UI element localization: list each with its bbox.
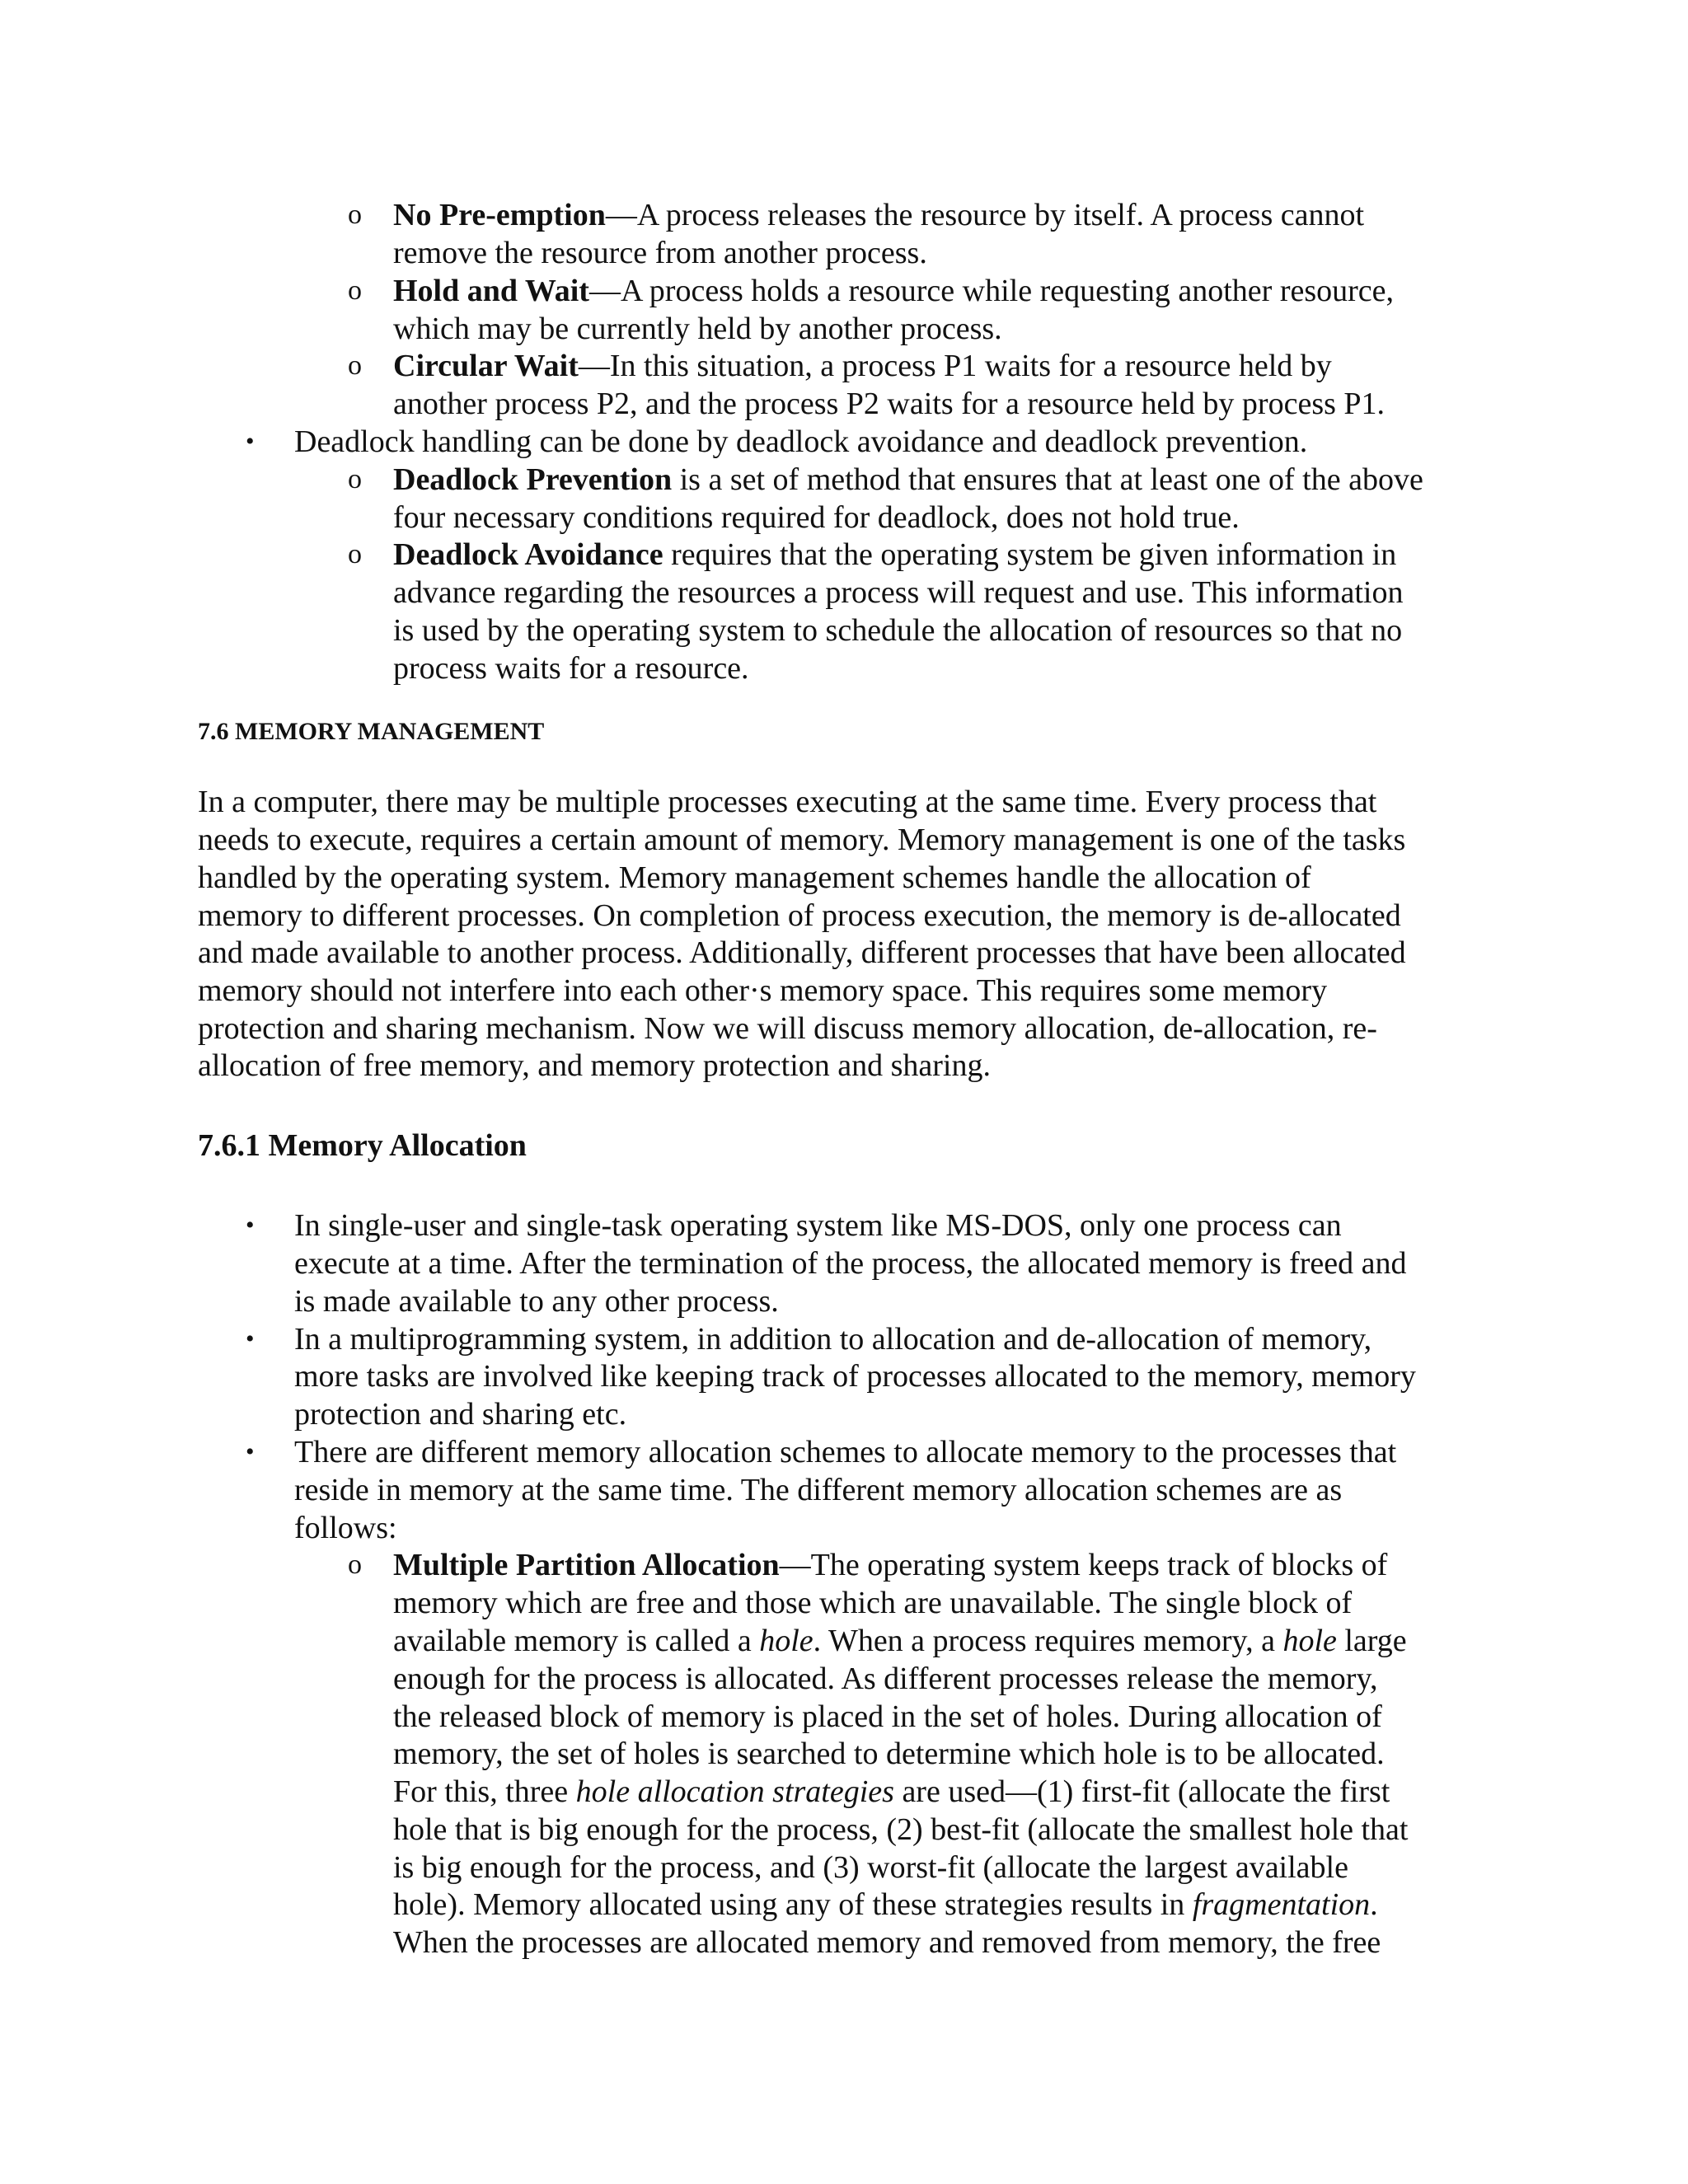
text-run: For this, three (393, 1774, 576, 1809)
list-item-text: which may be currently held by another process. (393, 312, 1002, 346)
list-item-text (393, 1773, 1390, 1811)
list-item-text: is a set of method that ensures that at least one of the above (672, 462, 1423, 497)
list-item-text: process waits for a resource. (393, 651, 749, 686)
paragraph-line: needs to execute, requires a certain amount of memory. Memory management is one of the tasks (198, 823, 1406, 857)
list-item-text (393, 1886, 1378, 1924)
term-circular-wait: Circular Wait (393, 349, 579, 383)
list-item-text: protection and sharing etc. (294, 1397, 627, 1432)
list-marker: o (348, 464, 362, 494)
text-run: large (1336, 1624, 1407, 1658)
section-heading: 7.6 MEMORY MANAGEMENT (198, 718, 545, 745)
list-marker: • (246, 428, 255, 455)
list-item-text: There are different memory allocation schemes to allocate memory to the processes that (294, 1435, 1397, 1469)
subsection-heading: 7.6.1 Memory Allocation (198, 1128, 527, 1163)
list-item-text: enough for the process is allocated. As different processes release the memory, (393, 1661, 1378, 1696)
list-item-text: —The operating system keeps track of blocks of (779, 1548, 1388, 1582)
paragraph-line: memory to different processes. On completion of process execution, the memory is de-allocated (198, 898, 1401, 933)
text-run: . (1370, 1887, 1378, 1922)
text-run: hole). Memory allocated using any of these strategies results in (393, 1887, 1193, 1922)
list-item-text: remove the resource from another process. (393, 236, 927, 270)
paragraph-line: In a computer, there may be multiple processes executing at the same time. Every process that (198, 785, 1377, 819)
list-item-text: is big enough for the process, and (3) worst-fit (allocate the largest available (393, 1850, 1348, 1885)
list-item-text: more tasks are involved like keeping track of processes allocated to the memory, memory (294, 1359, 1416, 1394)
text-run: . When a process requires memory, a (813, 1624, 1283, 1658)
italic-term: hole (759, 1624, 814, 1658)
list-item-no-preemption (393, 196, 1364, 234)
list-marker: o (348, 199, 362, 230)
list-item-deadlock-handling: Deadlock handling can be done by deadlock avoidance and deadlock prevention. (294, 424, 1308, 459)
list-item-text: In single-user and single-task operating system like MS-DOS, only one process can (294, 1208, 1342, 1243)
term-multiple-partition-allocation: Multiple Partition Allocation (393, 1548, 780, 1582)
term-deadlock-prevention: Deadlock Prevention (393, 462, 673, 497)
list-item-text: —In this situation, a process P1 waits for a resource held by (578, 349, 1332, 383)
italic-term: hole (1282, 1624, 1337, 1658)
list-marker: • (246, 1438, 255, 1465)
italic-term: fragmentation (1192, 1887, 1371, 1922)
list-marker: o (348, 539, 362, 569)
text-run: available memory is called a (393, 1624, 760, 1658)
list-item-text: four necessary conditions required for deadlock, does not hold true. (393, 500, 1240, 535)
list-item-text: is made available to any other process. (294, 1284, 779, 1319)
list-marker: o (348, 350, 362, 381)
paragraph-line: allocation of free memory, and memory protection and sharing. (198, 1048, 991, 1083)
list-item-text: hole that is big enough for the process, (2) best-fit (allocate the smallest hole that (393, 1812, 1409, 1847)
text-run: are used—(1) first-fit (allocate the first (893, 1774, 1390, 1809)
list-item-text: execute at a time. After the termination of the process, the allocated memory is freed and (294, 1246, 1407, 1281)
list-item-text: When the processes are allocated memory and removed from memory, the free (393, 1925, 1381, 1960)
paragraph-line: protection and sharing mechanism. Now we will discuss memory allocation, de-allocation, re- (198, 1011, 1377, 1046)
list-item-text: —A process holds a resource while requesting another resource, (588, 274, 1395, 308)
term-deadlock-avoidance: Deadlock Avoidance (393, 537, 663, 572)
list-item-text: memory which are free and those which are unavailable. The single block of (393, 1586, 1353, 1620)
list-item-text: In a multiprogramming system, in addition to allocation and de-allocation of memory, (294, 1322, 1372, 1357)
list-item-avoidance (393, 536, 1396, 574)
list-item-text: reside in memory at the same time. The different memory allocation schemes are as (294, 1473, 1343, 1507)
list-item-text: another process P2, and the process P2 waits for a resource held by process P1. (393, 387, 1386, 421)
paragraph-line: and made available to another process. Additionally, different processes that have been allocated (198, 935, 1406, 970)
paragraph-line: handled by the operating system. Memory management schemes handle the allocation of (198, 860, 1311, 895)
list-marker: • (246, 1325, 255, 1352)
list-item-multiple-partition (393, 1546, 1387, 1584)
list-item-text: requires that the operating system be given information in (663, 537, 1397, 572)
list-marker: o (348, 275, 362, 306)
list-item-text (393, 1622, 1407, 1660)
italic-term: hole allocation strategies (575, 1774, 894, 1809)
list-marker: • (246, 1212, 255, 1239)
list-item-circular-wait (393, 347, 1332, 385)
list-item-text: memory, the set of holes is searched to determine which hole is to be allocated. (393, 1736, 1385, 1771)
list-item-text: the released block of memory is placed in the set of holes. During allocation of (393, 1699, 1382, 1734)
list-item-text: is used by the operating system to schedule the allocation of resources so that no (393, 613, 1403, 648)
list-item-text: advance regarding the resources a process will request and use. This information (393, 575, 1404, 610)
list-item-hold-and-wait (393, 272, 1394, 310)
list-item-prevention (393, 461, 1423, 499)
list-item-text: —A process releases the resource by itself. A process cannot (605, 198, 1365, 232)
list-item-text: follows: (294, 1511, 397, 1545)
list-marker: o (348, 1549, 362, 1580)
term-no-preemption: No Pre-emption (393, 198, 606, 232)
term-hold-and-wait: Hold and Wait (393, 274, 589, 308)
paragraph-line: memory should not interfere into each other·s memory space. This requires some memory (198, 973, 1328, 1008)
